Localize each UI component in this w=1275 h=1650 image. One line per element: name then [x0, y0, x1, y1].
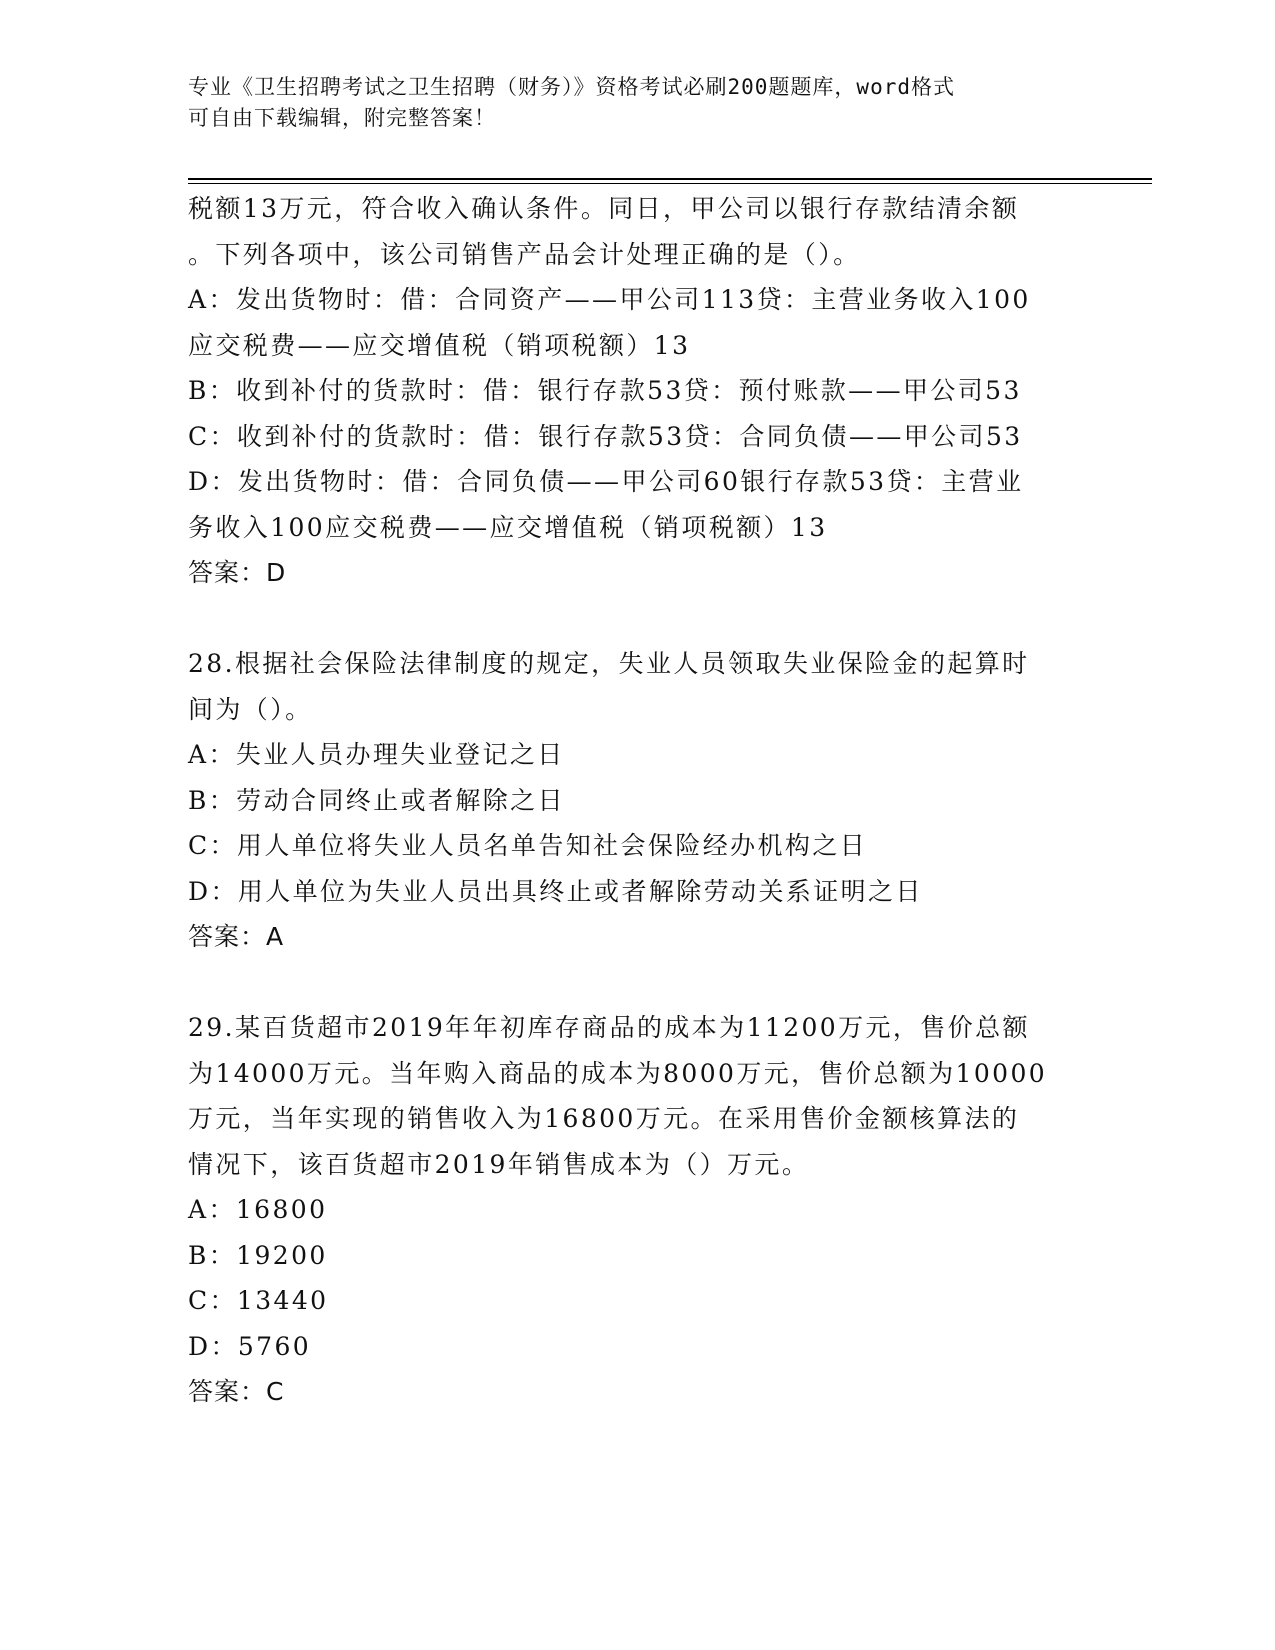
option-c: C：13440	[188, 1286, 329, 1315]
question-stem-line: 万元，当年实现的销售收入为16800万元。在采用售价金额核算法的	[188, 1104, 1020, 1133]
option-b: B：劳动合同终止或者解除之日	[188, 785, 565, 815]
option-d: D：发出货物时：借：合同负债——甲公司60银行存款53贷：主营业	[188, 467, 1024, 496]
option-a: A：发出货物时：借：合同资产——甲公司113贷：主营业务收入100	[188, 285, 1031, 314]
question-stem-line: 税额13万元，符合收入确认条件。同日，甲公司以银行存款结清余额	[188, 194, 1020, 223]
question-27-continued	[188, 186, 1088, 596]
question-stem-line: 间为（）。	[188, 694, 313, 724]
document-body	[188, 186, 1088, 1415]
question-28	[188, 641, 1088, 960]
answer: 答案：D	[188, 558, 287, 587]
header-title-line-2: 可自由下载编辑，附完整答案！	[188, 106, 496, 130]
option-d: D：5760	[188, 1331, 312, 1361]
answer: 答案：A	[188, 922, 285, 951]
header-divider-thin	[188, 183, 1152, 184]
option-d-continued: 务收入100应交税费——应交增值税（销项税额）13	[188, 512, 828, 542]
question-stem-line: 28.根据社会保险法律制度的规定，失业人员领取失业保险金的起算时	[188, 649, 1030, 678]
option-b: B：19200	[188, 1240, 328, 1270]
option-a-continued: 应交税费——应交增值税（销项税额）13	[188, 330, 691, 360]
spacer	[188, 960, 1088, 1006]
header-divider	[188, 178, 1152, 180]
question-stem-line: 29.某百货超市2019年年初库存商品的成本为11200万元，售价总额	[188, 1013, 1030, 1042]
option-b: B：收到补付的货款时：借：银行存款53贷：预付账款——甲公司53	[188, 376, 1022, 405]
question-stem-line: 情况下，该百货超市2019年销售成本为（）万元。	[188, 1149, 810, 1179]
document-header	[188, 72, 1068, 134]
option-d: D：用人单位为失业人员出具终止或者解除劳动关系证明之日	[188, 876, 923, 906]
question-29	[188, 1005, 1088, 1415]
header-title-line-1: 专业《卫生招聘考试之卫生招聘（财务）》资格考试必刷200题题库，word格式	[188, 75, 955, 99]
answer: 答案：C	[188, 1377, 285, 1406]
spacer	[188, 596, 1088, 642]
option-a: A：失业人员办理失业登记之日	[188, 740, 565, 769]
question-stem-line: 为14000万元。当年购入商品的成本为8000万元，售价总额为10000	[188, 1058, 1048, 1088]
option-c: C：收到补付的货款时：借：银行存款53贷：合同负债——甲公司53	[188, 421, 1023, 451]
option-c: C：用人单位将失业人员名单告知社会保险经办机构之日	[188, 831, 868, 860]
question-stem-line: 。下列各项中，该公司销售产品会计处理正确的是（）。	[188, 239, 861, 269]
option-a: A：16800	[188, 1195, 328, 1224]
